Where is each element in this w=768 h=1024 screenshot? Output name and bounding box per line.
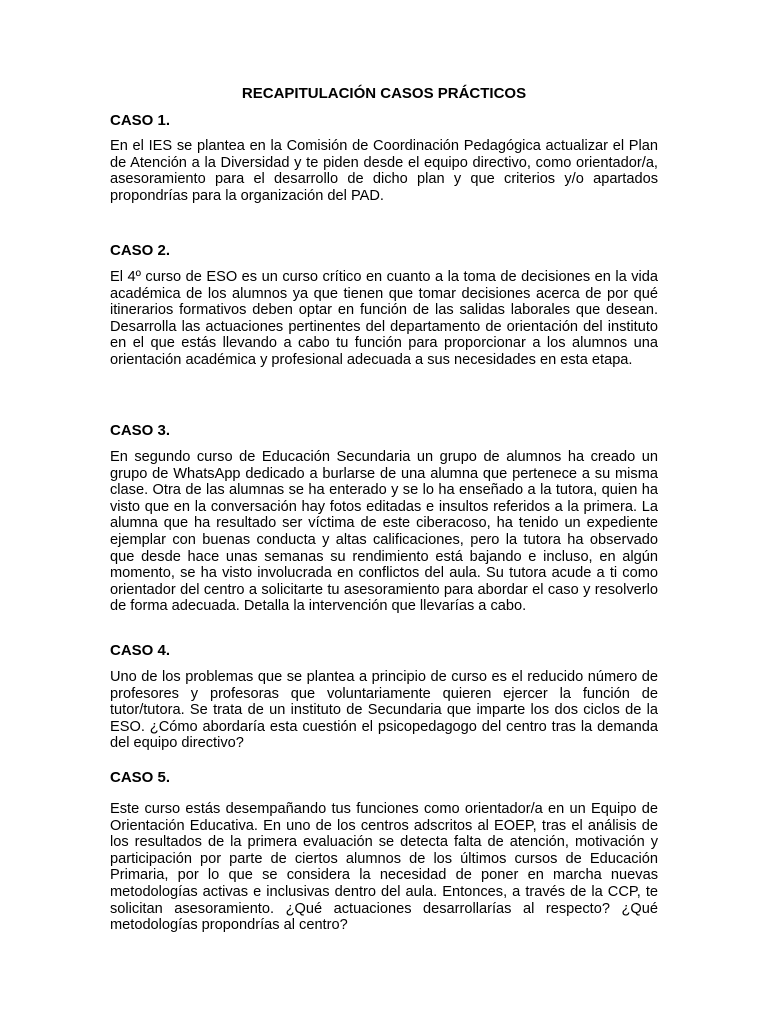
case-2-heading: CASO 2. — [110, 242, 171, 259]
case-3-heading: CASO 3. — [110, 422, 171, 439]
case-4-heading: CASO 4. — [110, 642, 171, 659]
case-3-body: En segundo curso de Educación Secundaria un grupo de alumnos ha creado un grupo de WhatsApp dedicado a burlarse de una alumna que pertenece a su misma clase. Otra de las alumnas se ha enterado y se lo ha enseñado a la tutora, quien ha visto que en la conversación hay fotos editadas e insultos referidos a la primera. La alumna que ha resultado ser víctima de este ciberacoso, ha tenido un expediente ejemplar con buenas conducta y altas calificaciones, pero la tutora ha observado que desde hace unas semanas su rendimiento está bajando e incluso, en algún momento, se ha visto involucrada en conflictos del aula. Su tutora acude a ti como orientador del centro a solicitarte tu asesoramiento para abordar el caso y resolverlo de forma adecuada. Detalla la intervención que llevarías a cabo. — [110, 449, 658, 615]
case-5-body: Este curso estás desempañando tus funciones como orientador/a en un Equipo de Orientación Educativa. En uno de los centros adscritos al EOEP, tras el análisis de los resultados de la primera evaluación se detecta falta de atención, motivación y participación por parte de ciertos alumnos de los últimos cursos de Educación Primaria, por lo que se considera la necesidad de poner en marcha nuevas metodologías activas e inclusivas dentro del aula. Entonces, a través de la CCP, te solicitan asesoramiento. ¿Qué actuaciones desarrollarías al respecto? ¿Qué metodologías propondrías al centro? — [110, 801, 658, 934]
document-title: RECAPITULACIÓN CASOS PRÁCTICOS — [241, 85, 527, 102]
case-1-body: En el IES se plantea en la Comisión de Coordinación Pedagógica actualizar el Plan de Atención a la Diversidad y te piden desde el equipo directivo, como orientador/a, asesoramiento para el desarrollo de dicho plan y que criterios y/o apartados propondrías para la organización del PAD. — [110, 138, 658, 204]
case-4-body: Uno de los problemas que se plantea a principio de curso es el reducido número de profesores y profesoras que voluntariamente quieren ejercer la función de tutor/tutora. Se trata de un instituto de Secundaria que imparte los dos ciclos de la ESO. ¿Cómo abordaría esta cuestión el psicopedagogo del centro tras la demanda del equipo directivo? — [110, 669, 658, 752]
case-1-heading: CASO 1. — [110, 112, 171, 129]
case-5-heading: CASO 5. — [110, 769, 171, 786]
case-2-body: El 4º curso de ESO es un curso crítico en cuanto a la toma de decisiones en la vida académica de los alumnos ya que tienen que tomar decisiones acerca de por qué itinerarios formativos deben optar en función de las salidas laborales que desean. Desarrolla las actuaciones pertinentes del departamento de orientación del instituto en el que estás llevando a cabo tu función para proporcionar a los alumnos una orientación académica y profesional adecuada a sus necesidades en esta etapa. — [110, 269, 658, 368]
